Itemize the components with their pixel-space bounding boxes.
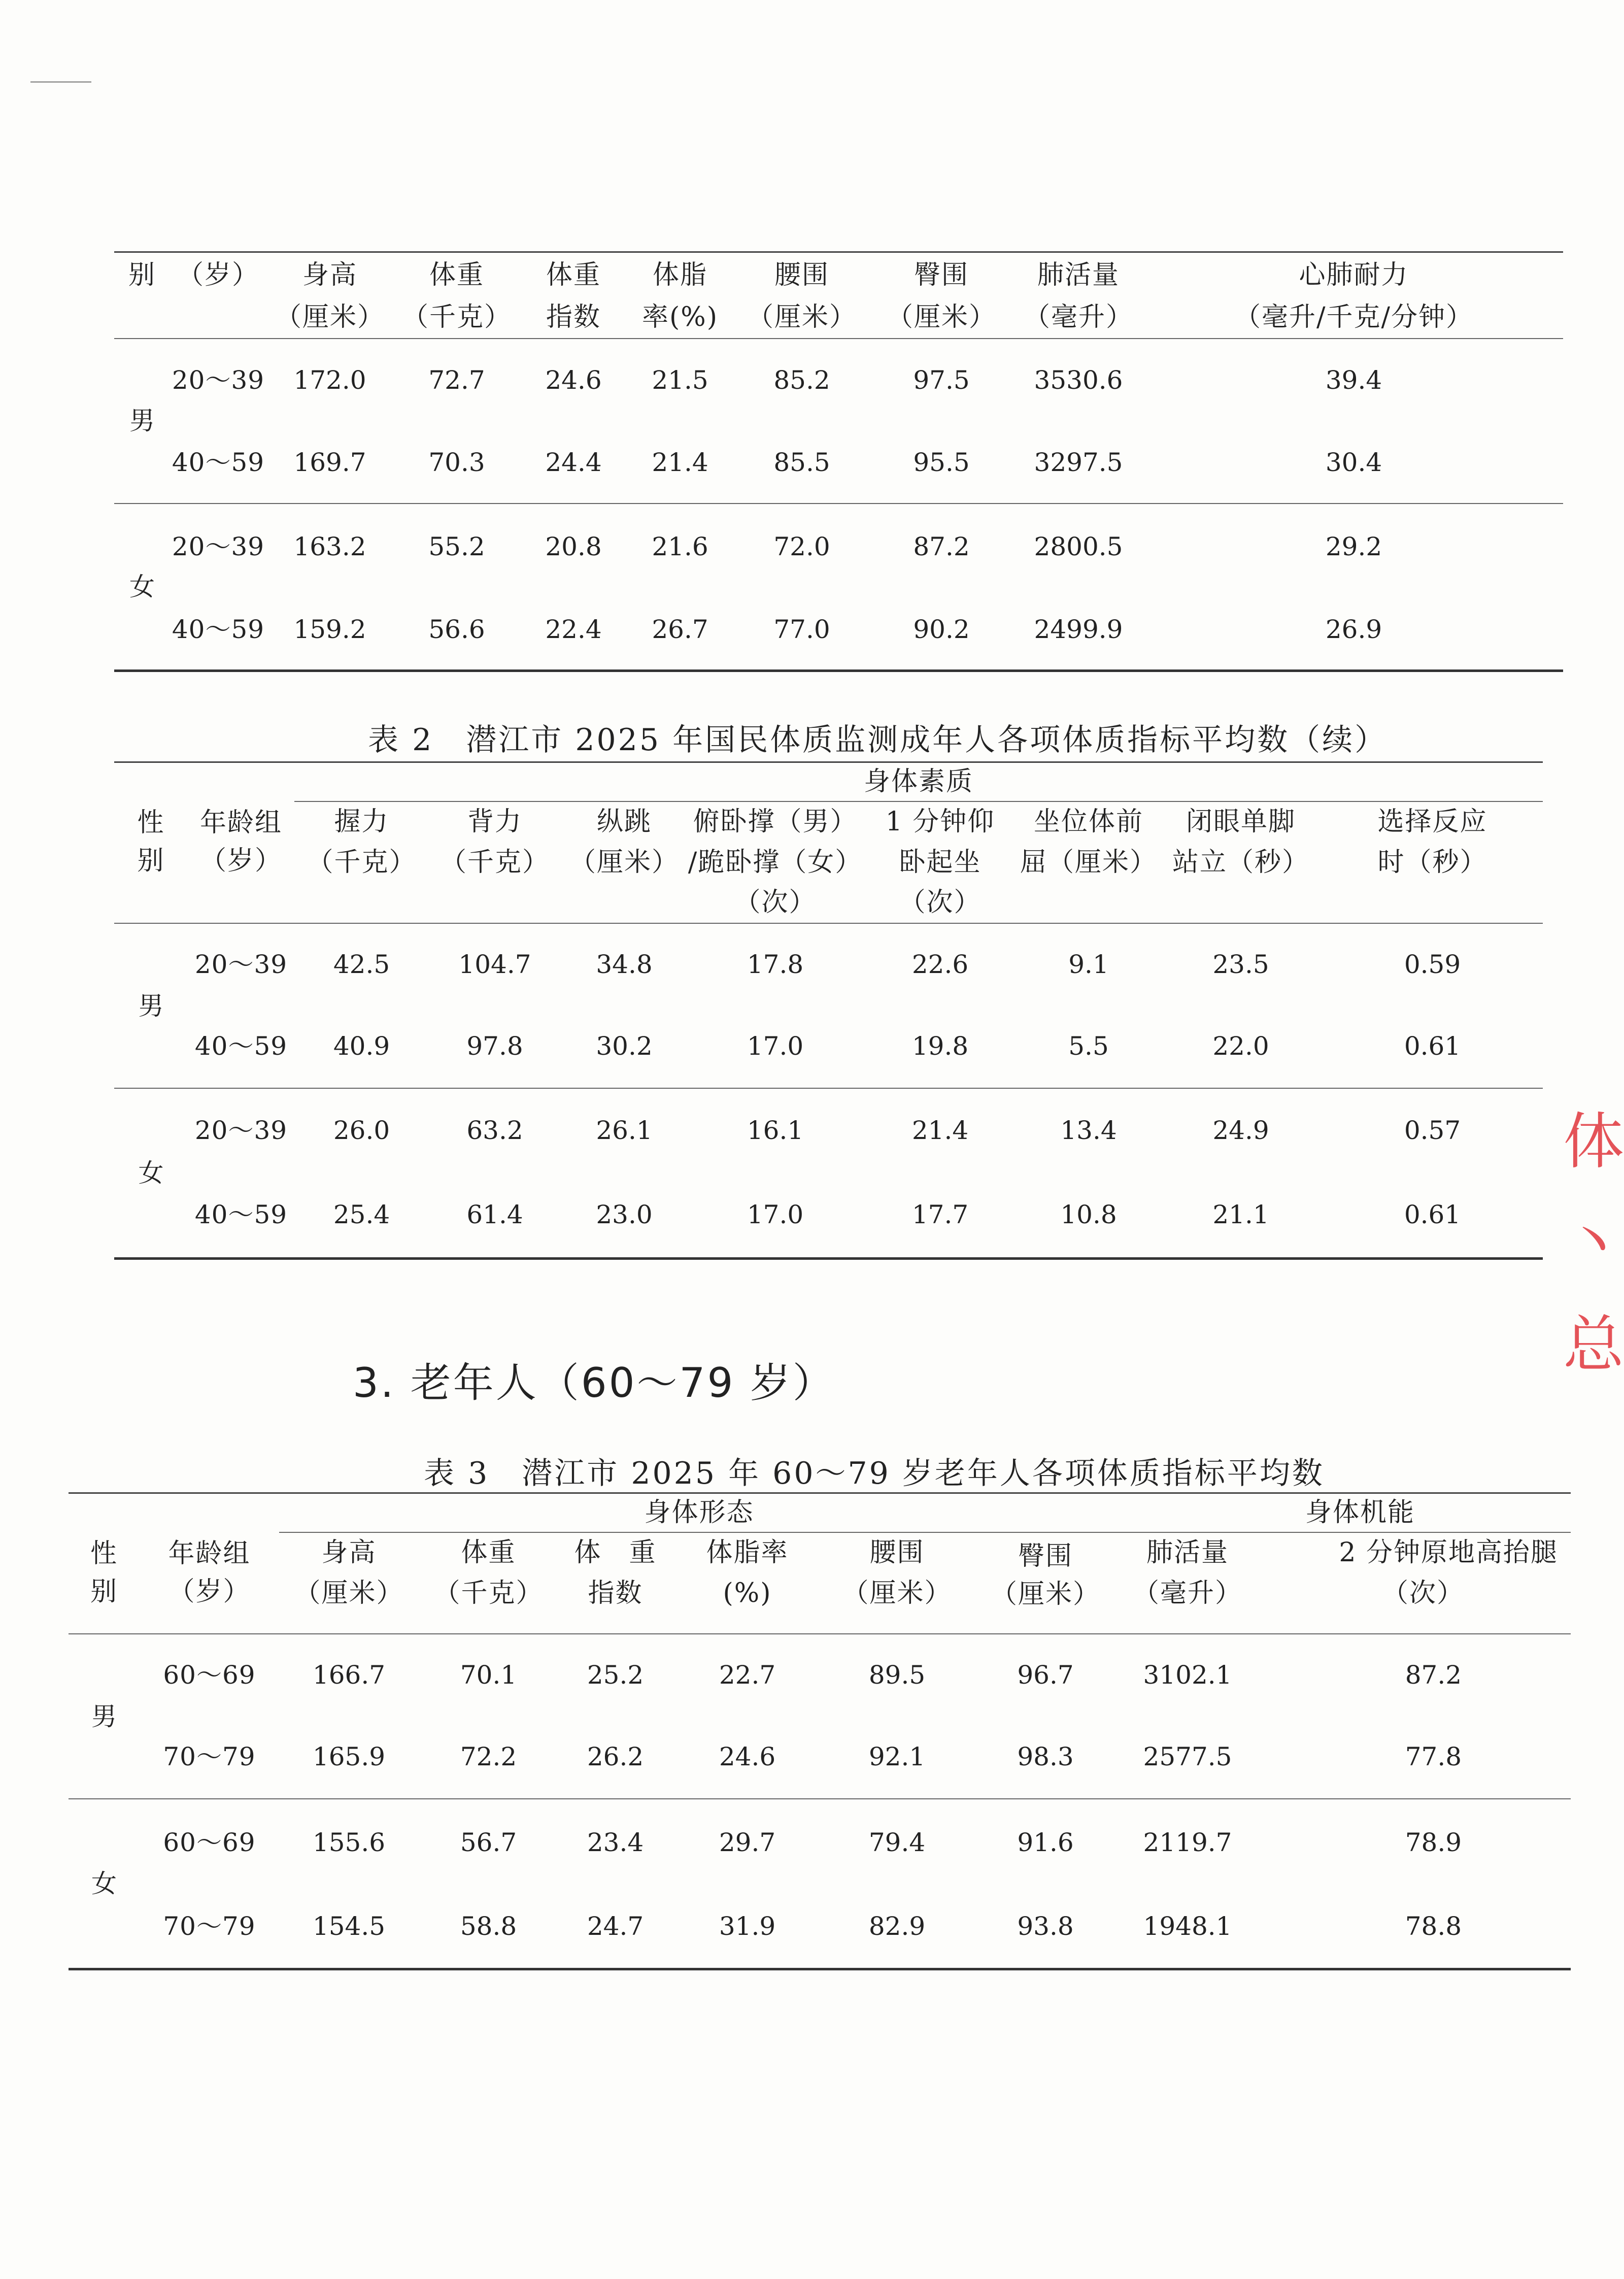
cell: 1948.1	[1143, 1912, 1232, 1941]
header-cardio-endurance: 心肺耐力	[1299, 259, 1409, 290]
header-balance-line2: 站立（秒）	[1172, 847, 1309, 878]
cell: 40.9	[333, 1031, 390, 1061]
cell: 21.4	[911, 1116, 969, 1146]
table-row	[114, 339, 1563, 422]
cell: 13.4	[1060, 1116, 1117, 1146]
cell: 166.7	[312, 1660, 386, 1690]
cell: 2800.5	[1034, 531, 1123, 561]
header-height: 身高	[302, 259, 357, 290]
header-situp-line2: 卧起坐	[899, 847, 982, 878]
sex-cell-male: 男	[129, 406, 155, 435]
cell: 56.6	[428, 615, 485, 644]
header-pushup-unit: （次）	[734, 887, 817, 918]
table-row	[114, 1004, 1543, 1088]
cell: 2577.5	[1143, 1742, 1232, 1772]
table-row	[114, 590, 1563, 671]
header-reaction-line2: 时（秒）	[1377, 847, 1487, 878]
cell: 163.2	[293, 531, 366, 561]
section-title: 3. 老年人（60～79 岁）	[353, 1359, 835, 1406]
cell: 3297.5	[1034, 447, 1123, 477]
cell: 169.7	[293, 447, 366, 477]
scan-edge-mark	[30, 81, 91, 83]
cell: 30.4	[1325, 447, 1382, 477]
cell: 159.2	[293, 615, 366, 644]
header-height: 身高	[321, 1537, 377, 1568]
header-hip-unit: （厘米）	[991, 1579, 1101, 1610]
age-group: 70～79	[163, 1912, 256, 1941]
age-group: 20～39	[172, 531, 265, 561]
cell: 22.6	[911, 949, 969, 979]
cell: 21.6	[652, 531, 708, 561]
header-age-line1: 年龄组	[168, 1538, 251, 1569]
cell: 55.2	[428, 531, 485, 561]
cell: 93.8	[1017, 1912, 1074, 1941]
header-back-strength: 背力	[467, 807, 522, 837]
cell: 22.0	[1212, 1031, 1269, 1061]
cell: 87.2	[1405, 1660, 1462, 1690]
cell: 17.8	[747, 949, 804, 979]
header-sex-line1: 性	[137, 808, 165, 838]
header-weight: 体重	[429, 259, 484, 290]
header-bodyfat: 体脂率	[706, 1537, 789, 1568]
table2-group-row	[114, 762, 1543, 802]
header-pushup: 俯卧撑（男）	[693, 807, 858, 837]
cell: 21.1	[1212, 1199, 1269, 1229]
cell: 78.9	[1405, 1827, 1462, 1857]
cell: 58.8	[460, 1912, 517, 1941]
cell: 92.1	[868, 1742, 926, 1772]
header-bodyfat: 体脂	[652, 259, 707, 290]
header-hip-unit: （厘米）	[886, 302, 996, 333]
header-vital-capacity-unit: （毫升）	[1133, 1578, 1243, 1608]
cell: 39.4	[1325, 365, 1382, 395]
table1	[114, 251, 1563, 672]
cell: 22.7	[719, 1660, 776, 1690]
cell: 24.6	[719, 1742, 776, 1772]
table3	[69, 1492, 1571, 1970]
header-sex-line2: 别	[137, 846, 165, 877]
cell: 25.2	[587, 1660, 644, 1690]
cell: 82.9	[868, 1912, 926, 1941]
seal-char: 丶	[1563, 1208, 1624, 1279]
header-age-line2: （岁）	[199, 846, 282, 877]
cell: 26.0	[333, 1116, 390, 1146]
group-header-body-function: 身体机能	[1119, 1493, 1571, 1533]
cell: 31.9	[719, 1912, 776, 1941]
header-vital-capacity: 肺活量	[1146, 1537, 1229, 1568]
cell: 0.61	[1404, 1199, 1461, 1229]
cell: 23.4	[587, 1827, 644, 1857]
table3-group-row	[69, 1493, 1571, 1533]
age-group: 40～59	[194, 1031, 288, 1061]
age-group: 20～39	[172, 365, 265, 395]
table-row	[69, 1799, 1571, 1885]
age-group: 60～69	[163, 1660, 256, 1690]
header-weight-unit: （千克）	[401, 302, 512, 333]
header-weight-unit: （千克）	[433, 1578, 544, 1608]
header-vertical-jump: 纵跳	[596, 807, 652, 837]
cell: 154.5	[312, 1912, 386, 1941]
cell: 22.4	[545, 615, 602, 644]
header-balance: 闭眼单脚	[1186, 807, 1296, 837]
cell: 95.5	[913, 447, 970, 477]
table2-header-row	[114, 801, 1543, 842]
cell: 91.6	[1017, 1827, 1074, 1857]
header-grip: 握力	[334, 807, 389, 837]
cell: 104.7	[458, 949, 531, 979]
age-group: 20～39	[194, 1116, 288, 1146]
age-group: 40～59	[172, 447, 265, 477]
table3-header-row-2	[69, 1573, 1571, 1614]
table1-header-row	[114, 252, 1563, 298]
cell: 29.7	[719, 1827, 776, 1857]
cell: 26.1	[596, 1116, 653, 1146]
header-back-strength-unit: （千克）	[439, 847, 550, 878]
header-hip: 臀围	[913, 259, 969, 290]
cell: 56.7	[460, 1827, 517, 1857]
header-waist: 腰围	[869, 1537, 925, 1568]
age-group: 70～79	[163, 1742, 256, 1772]
header-height-unit: （厘米）	[294, 1578, 404, 1608]
cell: 63.2	[466, 1116, 523, 1146]
cell: 165.9	[312, 1742, 386, 1772]
table1-container	[114, 251, 1563, 672]
group-header-physical-fitness: 身体素质	[294, 762, 1543, 802]
table2-container	[114, 761, 1543, 1260]
cell: 17.0	[747, 1031, 804, 1061]
cell: 21.4	[652, 447, 708, 477]
header-age-line1: 年龄组	[199, 808, 282, 838]
table-row	[114, 422, 1563, 504]
cell: 77.8	[1405, 1742, 1462, 1772]
table1-bottom-rule	[114, 671, 1563, 673]
cell: 155.6	[312, 1827, 386, 1857]
cell: 3530.6	[1034, 365, 1123, 395]
table2-bottom-rule	[114, 1258, 1543, 1260]
header-sit-reach-line2: 屈（厘米）	[1020, 847, 1157, 878]
header-height-unit: （厘米）	[275, 302, 385, 333]
table-row	[69, 1634, 1571, 1715]
table3-caption: 表 3 潜江市 2025 年 60～79 岁老年人各项体质指标平均数	[424, 1456, 1325, 1491]
cell: 24.7	[587, 1912, 644, 1941]
cell: 85.2	[773, 365, 830, 395]
cell: 26.2	[587, 1742, 644, 1772]
cell: 2499.9	[1034, 615, 1123, 644]
table3-container	[69, 1492, 1571, 1970]
header-waist: 腰围	[774, 259, 829, 290]
header-bodyfat-line2: 率(%)	[642, 302, 718, 333]
table-row	[114, 1088, 1543, 1172]
cell: 30.2	[596, 1031, 653, 1061]
header-weight: 体重	[461, 1537, 516, 1568]
cell: 70.3	[428, 447, 485, 477]
sex-cell-male: 男	[91, 1701, 117, 1731]
header-reaction: 选择反应	[1377, 807, 1487, 837]
cell: 42.5	[333, 949, 390, 979]
header-age-line2: （岁）	[168, 1577, 251, 1607]
header-bmi-line2: 指数	[546, 302, 601, 333]
seal-stamp	[1563, 1091, 1624, 1426]
cell: 24.9	[1212, 1116, 1269, 1146]
table-row	[114, 504, 1563, 590]
cell: 26.7	[652, 615, 708, 644]
table2-header-row-2	[114, 842, 1543, 883]
header-sex-line2: 别	[90, 1577, 118, 1607]
header-situp-unit: （次）	[899, 887, 982, 918]
cell: 98.3	[1017, 1742, 1074, 1772]
header-bmi: 体 重	[574, 1537, 657, 1568]
header-bmi-line2: 指数	[588, 1578, 643, 1608]
header-high-knee: 2 分钟原地高抬腿	[1339, 1537, 1559, 1568]
cell: 21.5	[652, 365, 708, 395]
header-sex-line1: 性	[90, 1538, 118, 1569]
cell: 0.57	[1404, 1116, 1461, 1146]
header-hip-label: 臀围	[1018, 1540, 1073, 1571]
cell: 72.0	[773, 531, 830, 561]
table3-bottom-rule	[69, 1969, 1571, 1970]
cell: 72.7	[428, 365, 485, 395]
cell: 77.0	[773, 615, 830, 644]
cell: 96.7	[1017, 1660, 1074, 1690]
cell: 90.2	[913, 615, 970, 644]
table-row	[114, 923, 1543, 1004]
age-group: 60～69	[163, 1827, 256, 1857]
age-group: 40～59	[172, 615, 265, 644]
header-age: （岁）	[177, 259, 259, 290]
table-row	[114, 1172, 1543, 1258]
cell: 23.5	[1212, 949, 1269, 979]
header-waist-unit: （厘米）	[747, 302, 857, 333]
cell: 172.0	[293, 365, 366, 395]
cell: 97.5	[913, 365, 970, 395]
cell: 17.7	[911, 1199, 969, 1229]
age-group: 40～59	[194, 1199, 288, 1229]
header-situp: 1 分钟仰	[885, 807, 995, 837]
header-sex: 别	[128, 259, 156, 290]
cell: 16.1	[747, 1116, 804, 1146]
cell: 72.2	[460, 1742, 517, 1772]
cell: 85.5	[773, 447, 830, 477]
cell: 61.4	[466, 1199, 523, 1229]
header-cardio-endurance-unit: （毫升/千克/分钟）	[1234, 302, 1474, 333]
header-hip	[972, 1532, 1119, 1614]
sex-cell-female: 女	[138, 1158, 164, 1188]
cell: 29.2	[1325, 531, 1382, 561]
table2-caption: 表 2 潜江市 2025 年国民体质监测成年人各项体质指标平均数（续）	[368, 722, 1388, 758]
cell: 3102.1	[1143, 1660, 1232, 1690]
cell: 87.2	[913, 531, 970, 561]
cell: 79.4	[868, 1827, 926, 1857]
cell: 24.4	[545, 447, 602, 477]
cell: 2119.7	[1143, 1827, 1232, 1857]
age-group: 20～39	[194, 949, 288, 979]
cell: 26.9	[1325, 615, 1382, 644]
header-grip-unit: （千克）	[307, 847, 417, 878]
cell: 20.8	[545, 531, 602, 561]
cell: 70.1	[460, 1660, 517, 1690]
cell: 5.5	[1068, 1031, 1109, 1061]
cell: 0.59	[1404, 949, 1461, 979]
cell: 24.6	[545, 365, 602, 395]
sex-cell-male: 男	[138, 991, 164, 1021]
header-vertical-jump-unit: （厘米）	[569, 847, 679, 878]
sex-cell-female: 女	[129, 572, 155, 601]
sex-cell-female: 女	[91, 1868, 117, 1898]
header-bmi: 体重	[546, 259, 601, 290]
cell: 9.1	[1068, 949, 1109, 979]
header-vital-capacity-unit: （毫升）	[1023, 302, 1133, 333]
cell: 0.61	[1404, 1031, 1461, 1061]
table2-header-row-3	[114, 883, 1543, 923]
cell: 34.8	[596, 949, 653, 979]
cell: 23.0	[596, 1199, 653, 1229]
header-high-knee-unit: （次）	[1382, 1578, 1465, 1608]
table2	[114, 761, 1543, 1260]
seal-char: 体	[1563, 1107, 1624, 1177]
table1-header-row-2	[114, 298, 1563, 339]
cell: 17.0	[747, 1199, 804, 1229]
cell: 25.4	[333, 1199, 390, 1229]
header-pushup-line2: /跪卧撑（女）	[688, 847, 863, 878]
group-header-body-form: 身体形态	[279, 1493, 1119, 1533]
header-vital-capacity: 肺活量	[1037, 259, 1120, 290]
cell: 10.8	[1060, 1199, 1117, 1229]
table3-header-row	[69, 1532, 1571, 1573]
header-bodyfat-unit: (%)	[723, 1578, 772, 1608]
cell: 97.8	[466, 1031, 523, 1061]
header-sit-reach: 坐位体前	[1033, 807, 1143, 837]
table-row	[69, 1715, 1571, 1799]
header-waist-unit: （厘米）	[842, 1578, 952, 1608]
seal-char: 总	[1563, 1310, 1624, 1380]
cell: 19.8	[911, 1031, 969, 1061]
cell: 78.8	[1405, 1912, 1462, 1941]
table-row	[69, 1885, 1571, 1969]
cell: 89.5	[868, 1660, 926, 1690]
